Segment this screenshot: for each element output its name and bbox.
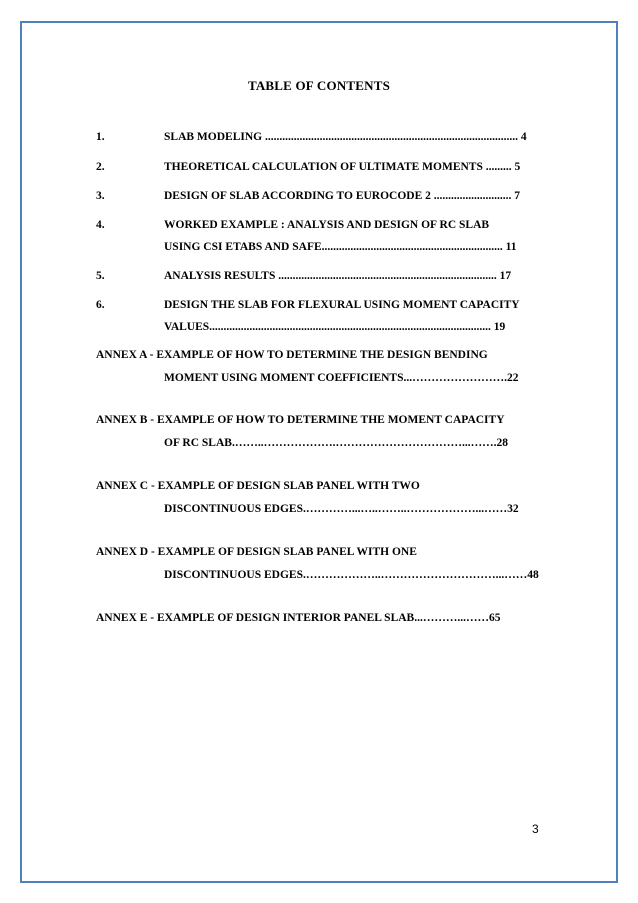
toc-annex-text: DISCONTINUOUS EDGES.………………..…………………………...……48 <box>164 569 539 581</box>
toc-entry-number: 4. <box>96 219 105 231</box>
toc-entry-number: 6. <box>96 299 105 311</box>
toc-entry-text: SLAB MODELING ........................................................................................ 4 <box>164 131 527 143</box>
page-number: 3 <box>532 822 539 836</box>
toc-annex-text: ANNEX A - EXAMPLE OF HOW TO DETERMINE THE DESIGN BENDING <box>96 349 488 361</box>
toc-annex-text: ANNEX C - EXAMPLE OF DESIGN SLAB PANEL WITH TWO <box>96 480 420 492</box>
toc-entry-text: WORKED EXAMPLE : ANALYSIS AND DESIGN OF RC SLAB <box>164 219 490 231</box>
toc-entry-number: 2. <box>96 161 105 173</box>
toc-entry-text: THEORETICAL CALCULATION OF ULTIMATE MOMENTS ......... 5 <box>164 161 521 173</box>
toc-entry-text: DESIGN OF SLAB ACCORDING TO EUROCODE 2 ........................... 7 <box>164 190 521 202</box>
toc-entry-number: 3. <box>96 190 105 202</box>
toc-entry-number: 1. <box>96 131 105 143</box>
toc-annex-text: ANNEX D - EXAMPLE OF DESIGN SLAB PANEL WITH ONE <box>96 546 417 558</box>
toc-entry-text: ANALYSIS RESULTS ............................................................................ 17 <box>164 270 512 282</box>
toc-annex-text: DISCONTINUOUS EDGES.…………...…..……..………………...……32 <box>164 503 519 515</box>
page-border <box>20 21 618 883</box>
toc-annex-text: OF RC SLAB.……..……………….……………………………...…….28 <box>164 437 508 449</box>
toc-annex-text: ANNEX B - EXAMPLE OF HOW TO DETERMINE THE MOMENT CAPACITY <box>96 414 505 426</box>
toc-entry-number: 5. <box>96 270 105 282</box>
toc-annex-text: MOMENT USING MOMENT COEFFICIENTS...…………………….22 <box>164 372 519 384</box>
toc-annex-text: ANNEX E - EXAMPLE OF DESIGN INTERIOR PANEL SLAB...………...……65 <box>96 612 501 624</box>
toc-entry-text: USING CSI ETABS AND SAFE............................................................... 11 <box>164 241 517 253</box>
toc-entry-text: VALUES.................................................................................................. 19 <box>164 321 506 333</box>
toc-entry-text: DESIGN THE SLAB FOR FLEXURAL USING MOMENT CAPACITY <box>164 299 520 311</box>
toc-title: TABLE OF CONTENTS <box>247 78 391 93</box>
